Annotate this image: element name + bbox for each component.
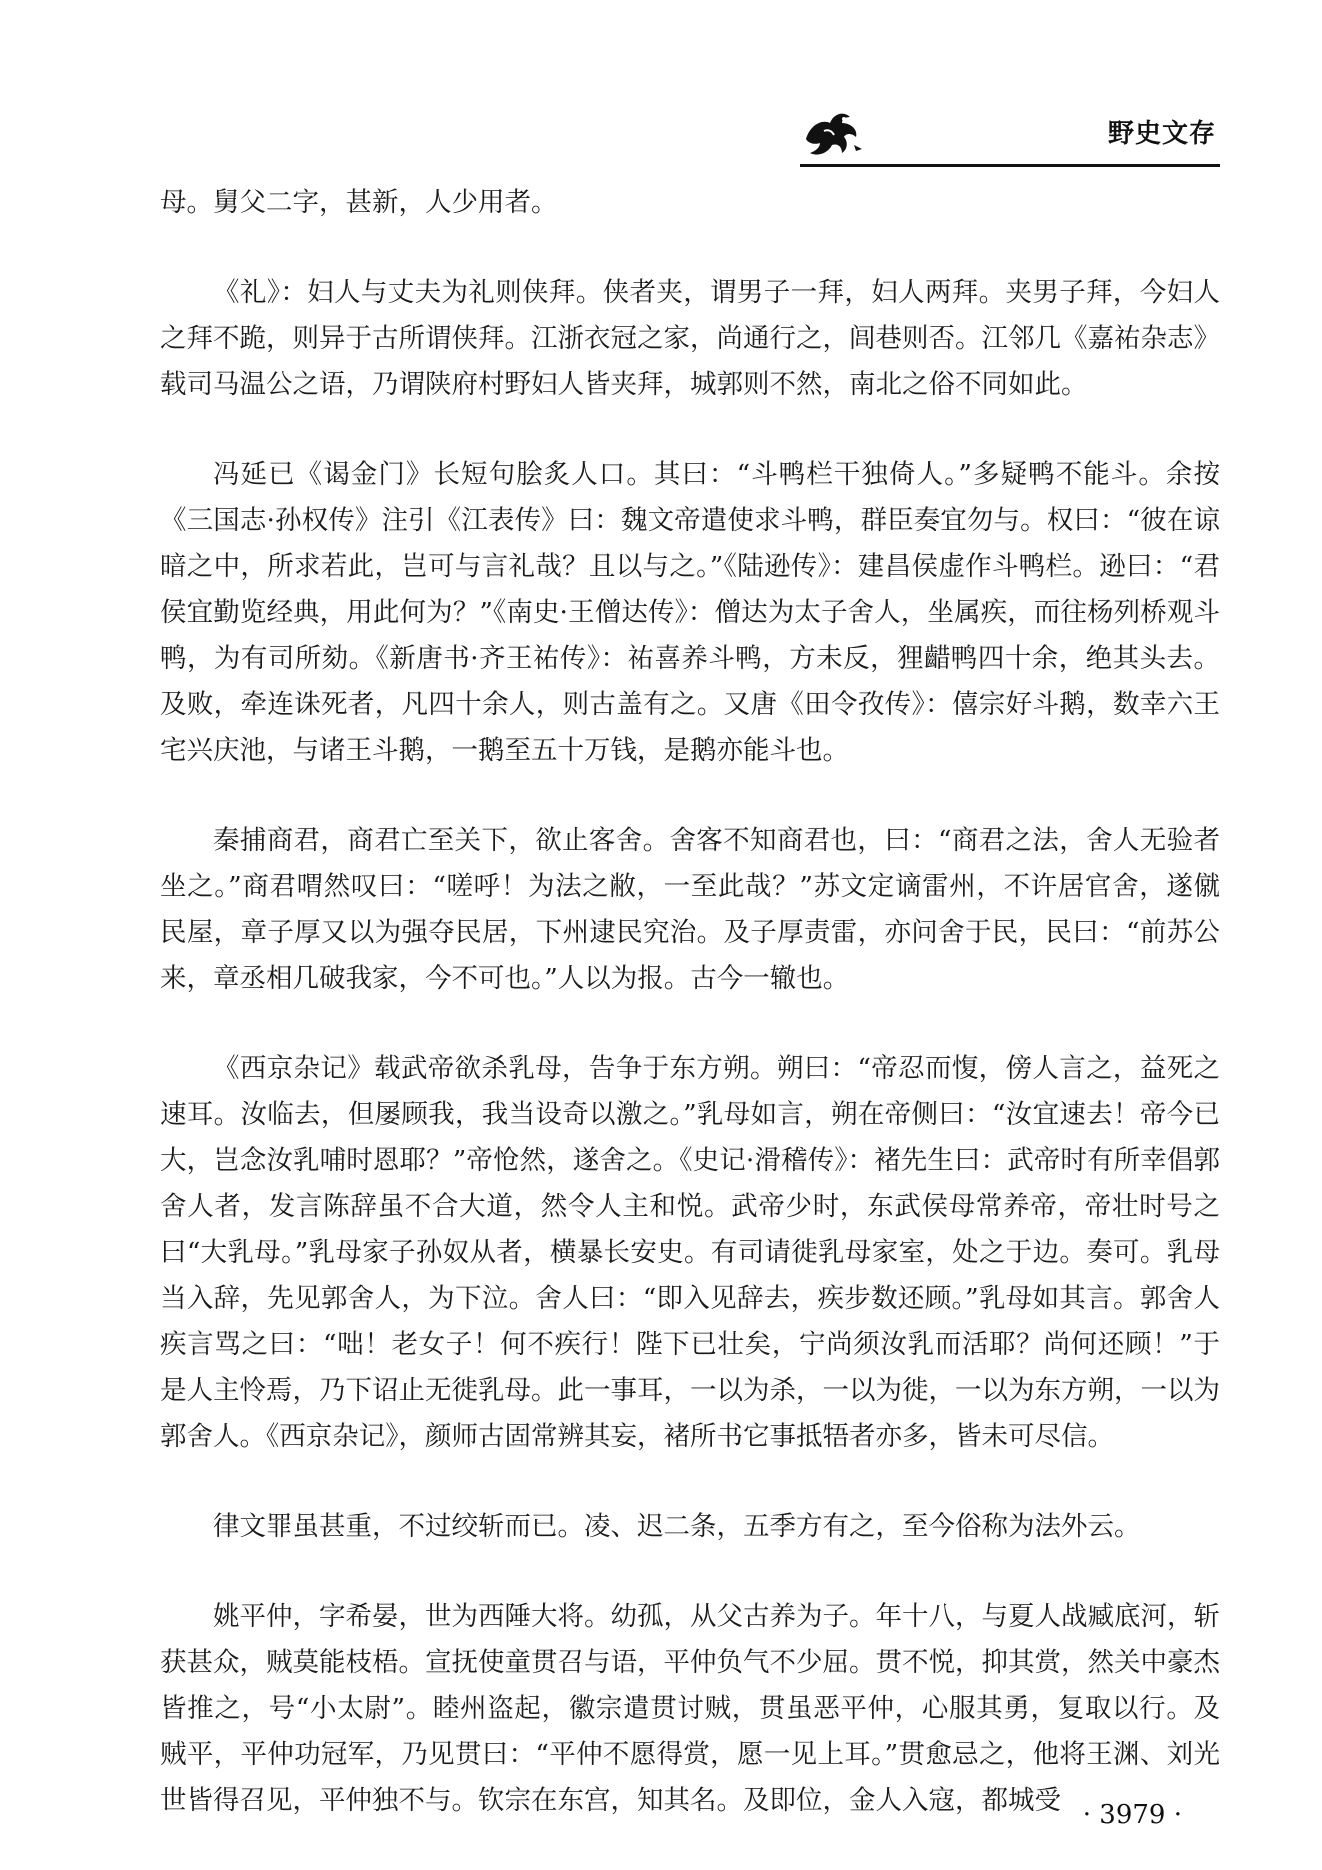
paragraph: 冯延已《谒金门》长短句脍炙人口。其曰：“斗鸭栏干独倚人。”多疑鸭不能斗。余按《三国志·孙权传》注引《江表传》曰：魏文帝遣使求斗鸭，群臣奏宜勿与。权曰：“彼在谅暗之中，所求若此，岂可与言礼哉？且以与之。”《陆逊传》：建昌侯虚作斗鸭栏。逊曰：“君侯宜勤览经典，用此何为？”《南史·王僧达传》：僧达为太子舍人，坐属疾，而往杨列桥观斗鸭，为有司所劾。《新唐书·齐王祐传》：祐喜养斗鸭，方未反，狸齰鸭四十余，绝其头去。及败，牵连诛死者，凡四十余人，则古盖有之。又唐《田令孜传》：僖宗好斗鹅，数幸六王宅兴庆池，与诸王斗鹅，一鹅至五十万钱，是鹅亦能斗也。 — [160, 459, 1220, 766]
page-body — [160, 180, 1220, 1868]
running-header — [800, 95, 1220, 167]
dragon-emblem-icon — [800, 105, 864, 163]
page-number: · 3979 · — [1082, 1800, 1182, 1830]
header-rule — [800, 164, 1220, 167]
paragraph: 秦捕商君，商君亡至关下，欲止客舍。舍客不知商君也，曰：“商君之法，舍人无验者坐之。”商君喟然叹曰：“嗟呼！为法之敝，一至此哉？”苏文定谪雷州，不许居官舍，遂僦民屋，章子厚又以为强夺民居，下州逮民究治。及子厚责雷，亦问舍于民，民曰：“前苏公来，章丞相几破我家，今不可也。”人以为报。古今一辙也。 — [160, 825, 1220, 994]
paragraph: 律文罪虽甚重，不过绞斩而已。凌、迟二条，五季方有之，至今俗称为法外云。 — [213, 1511, 1141, 1542]
paragraph: 母。舅父二字，甚新，人少用者。 — [160, 187, 558, 218]
paragraph: 姚平仲，字希晏，世为西陲大将。幼孤，从父古养为子。年十八，与夏人战臧底河，斩获甚众，贼莫能枝梧。宣抚使童贯召与语，平仲负气不少屈。贯不悦，抑其赏，然关中豪杰皆推之，号“小太尉”。睦州盗起，徽宗遣贯讨贼，贯虽恶平仲，心服其勇，复取以行。及贼平，平仲功冠军，乃见贯曰：“平仲不愿得赏，愿一见上耳。”贯愈忌之，他将王渊、刘光世皆得召见，平仲独不与。钦宗在东宫，知其名。及即位，金人入寇，都城受 — [160, 1601, 1220, 1816]
paragraph: 《礼》：妇人与丈夫为礼则侠拜。侠者夹，谓男子一拜，妇人两拜。夹男子拜，今妇人之拜不跪，则异于古所谓侠拜。江浙衣冠之家，尚通行之，闾巷则否。江邻几《嘉祐杂志》载司马温公之语，乃谓陕府村野妇人皆夹拜，城郭则不然，南北之俗不同如此。 — [160, 277, 1220, 400]
paragraph: 《西京杂记》载武帝欲杀乳母，告争于东方朔。朔曰：“帝忍而愎，傍人言之，益死之速耳。汝临去，但屡顾我，我当设奇以激之。”乳母如言，朔在帝侧曰：“汝宜速去！帝今已大，岂念汝乳哺时恩耶？”帝怆然，遂舍之。《史记·滑稽传》：褚先生曰：武帝时有所幸倡郭舍人者，发言陈辞虽不合大道，然令人主和悦。武帝少时，东武侯母常养帝，帝壮时号之曰“大乳母。”乳母家子孙奴从者，横暴长安史。有司请徙乳母家室，处之于边。奏可。乳母当入辞，先见郭舍人，为下泣。舍人曰：“即入见辞去，疾步数还顾。”乳母如其言。郭舍人疾言骂之曰：“咄！老女子！何不疾行！陛下已壮矣，宁尚须汝乳而活耶？尚何还顾！”于是人主怜焉，乃下诏止无徙乳母。此一事耳，一以为杀，一以为徙，一以为东方朔，一以为郭舍人。《西京杂记》，颜师古固常辨其妄，褚所书它事抵牾者亦多，皆未可尽信。 — [160, 1053, 1220, 1452]
book-series-title: 野史文存 — [1107, 119, 1216, 149]
